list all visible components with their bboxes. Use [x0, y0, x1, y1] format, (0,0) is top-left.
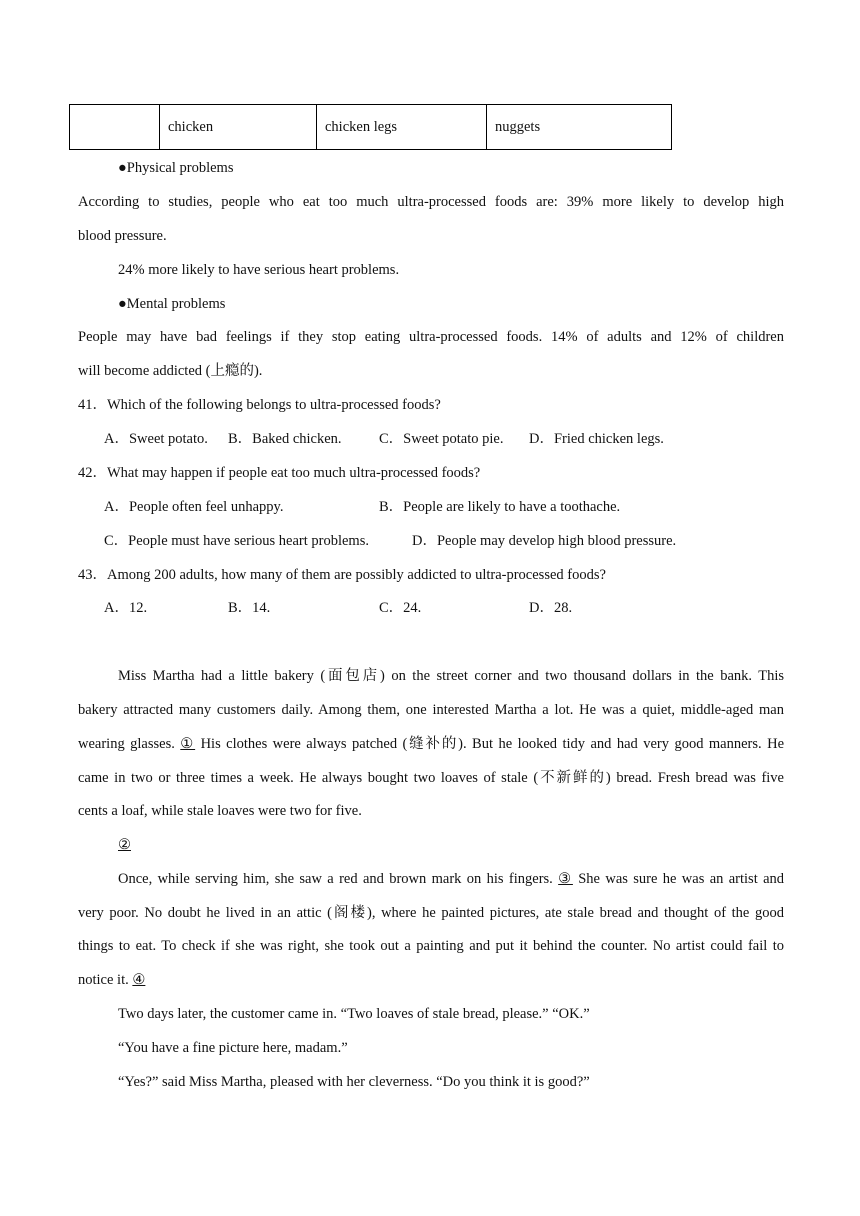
- answer-option: C．24.: [379, 600, 422, 616]
- story-paragraph-line: wearing glasses. ① His clothes were always patched (缝补的). But he looked tidy and had very good manners. He: [78, 736, 785, 752]
- blank-marker-4: ④: [132, 972, 146, 988]
- story-paragraph-line: things to eat. To check if she was right, she took out a painting and put it behind the counter. No artist could fail to: [78, 938, 784, 954]
- story-paragraph-line: Two days later, the customer came in. “Two loaves of stale bread, please.” “OK.”: [118, 1006, 590, 1022]
- blank-marker-3: ③: [558, 871, 573, 887]
- story-paragraph-line: cents a loaf, while stale loaves were two for five.: [78, 803, 362, 819]
- answer-option: B．Baked chicken.: [228, 431, 342, 447]
- story-paragraph-line: Miss Martha had a little bakery (面包店) on the street corner and two thousand dollars in the bank. This: [118, 668, 784, 684]
- table-row: [70, 105, 672, 150]
- table-cell: [70, 105, 160, 150]
- table-cell: nuggets: [487, 105, 672, 150]
- answer-option: A．People often feel unhappy.: [104, 499, 284, 515]
- question-stem: 42．What may happen if people eat too much ultra-processed foods?: [78, 465, 481, 481]
- table-cell: chicken: [160, 105, 317, 150]
- question-stem: 41．Which of the following belongs to ultra-processed foods?: [78, 397, 441, 413]
- story-paragraph-line: notice it. ④: [78, 972, 146, 988]
- answer-option: B．People are likely to have a toothache.: [379, 499, 621, 515]
- answer-option: A．12.: [104, 600, 148, 616]
- blank-marker-1: ①: [180, 736, 196, 752]
- question-stem: 43．Among 200 adults, how many of them are possibly addicted to ultra-processed foods?: [78, 567, 606, 583]
- story-paragraph-line: bakery attracted many customers daily. Among them, one interested Martha a lot. He was a quiet, middle-aged man: [78, 702, 784, 718]
- mental-paragraph-line: People may have bad feelings if they stop eating ultra-processed foods. 14% of adults and 12% of children: [78, 329, 784, 345]
- physical-paragraph-line: 24% more likely to have serious heart problems.: [118, 262, 400, 278]
- story-paragraph-line: “Yes?” said Miss Martha, pleased with her cleverness. “Do you think it is good?”: [118, 1074, 590, 1090]
- story-paragraph-line: Once, while serving him, she saw a red and brown mark on his fingers. ③ She was sure he was an artist and: [118, 871, 785, 887]
- blank-marker-2: ②: [118, 837, 131, 853]
- answer-option: D．28.: [529, 600, 573, 616]
- table-cell: chicken legs: [317, 105, 487, 150]
- answer-option: D．Fried chicken legs.: [529, 431, 664, 447]
- physical-paragraph-line: blood pressure.: [78, 228, 167, 244]
- story-paragraph-line: very poor. No doubt he lived in an attic (阁楼), where he painted pictures, ate stale bread and thought of the good: [78, 905, 784, 921]
- mental-problems-heading: ●Mental problems: [118, 296, 226, 312]
- story-paragraph-line: came in two or three times a week. He always bought two loaves of stale (不新鲜的) bread. Fresh bread was five: [78, 770, 784, 786]
- answer-option: A．Sweet potato.: [104, 431, 208, 447]
- answer-option: C．Sweet potato pie.: [379, 431, 504, 447]
- physical-paragraph-line: According to studies, people who eat too much ultra-processed foods are: 39% more likely to develop high: [78, 194, 784, 210]
- physical-problems-heading: ●Physical problems: [118, 160, 234, 176]
- answer-option: B．14.: [228, 600, 271, 616]
- answer-option: C．People must have serious heart problems.: [104, 533, 369, 549]
- mental-paragraph-line: will become addicted (上瘾的).: [78, 363, 263, 379]
- answer-option: D．People may develop high blood pressure.: [412, 533, 677, 549]
- story-paragraph-line: “You have a fine picture here, madam.”: [118, 1040, 348, 1056]
- food-table: [69, 104, 672, 150]
